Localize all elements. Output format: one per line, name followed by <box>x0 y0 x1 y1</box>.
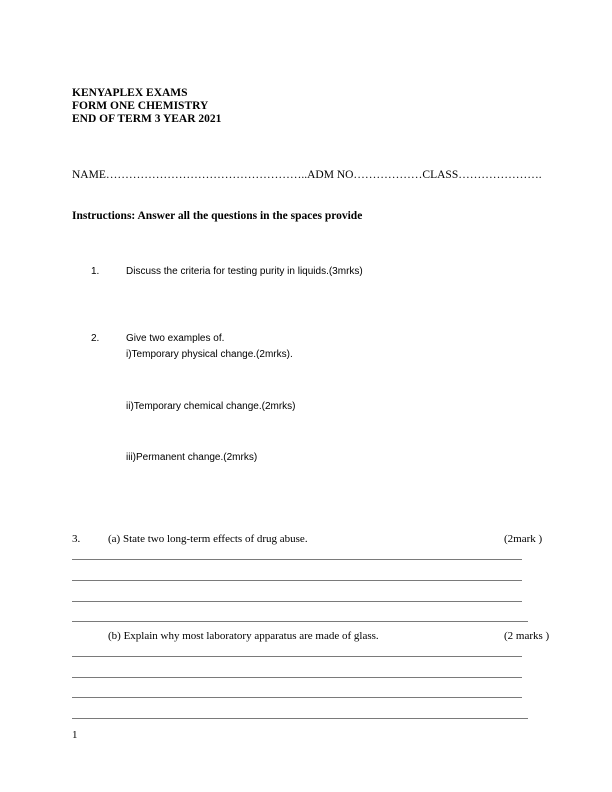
question-2-part-i: i)Temporary physical change.(2mrks). <box>126 349 293 360</box>
question-2-number: 2. <box>91 333 100 344</box>
student-details-fields: NAME……………………………………………..ADM NO………………CLASS…………………. <box>72 169 542 181</box>
question-3b-marks: (2 marks ) <box>504 630 550 642</box>
question-1-number: 1. <box>91 266 100 277</box>
answer-line-3a-3[interactable] <box>72 601 522 602</box>
question-3a-marks: (2mark ) <box>504 533 543 545</box>
header-school: KENYAPLEX EXAMS <box>72 87 188 99</box>
question-1-text: Discuss the criteria for testing purity in liquids.(3mrks) <box>126 266 363 277</box>
page-number: 1 <box>72 729 78 741</box>
answer-line-3b-1[interactable] <box>72 656 522 657</box>
header-subject: FORM ONE CHEMISTRY <box>72 100 209 112</box>
answer-line-3b-2[interactable] <box>72 677 522 678</box>
instructions: Instructions: Answer all the questions in the spaces provide <box>72 210 363 222</box>
question-3a-text: (a) State two long-term effects of drug abuse. <box>108 533 308 545</box>
question-2-part-iii: iii)Permanent change.(2mrks) <box>126 452 258 463</box>
answer-line-3a-1[interactable] <box>72 559 522 560</box>
answer-line-3b-4[interactable] <box>72 718 528 719</box>
question-2-text: Give two examples of. <box>126 333 225 344</box>
question-3-number: 3. <box>72 533 81 545</box>
question-3b-text: (b) Explain why most laboratory apparatus are made of glass. <box>108 630 379 642</box>
question-2-part-ii: ii)Temporary chemical change.(2mrks) <box>126 401 296 412</box>
answer-line-3a-2[interactable] <box>72 580 522 581</box>
header-term: END OF TERM 3 YEAR 2021 <box>72 113 222 125</box>
answer-line-3b-3[interactable] <box>72 697 522 698</box>
answer-line-3a-4[interactable] <box>72 621 528 622</box>
